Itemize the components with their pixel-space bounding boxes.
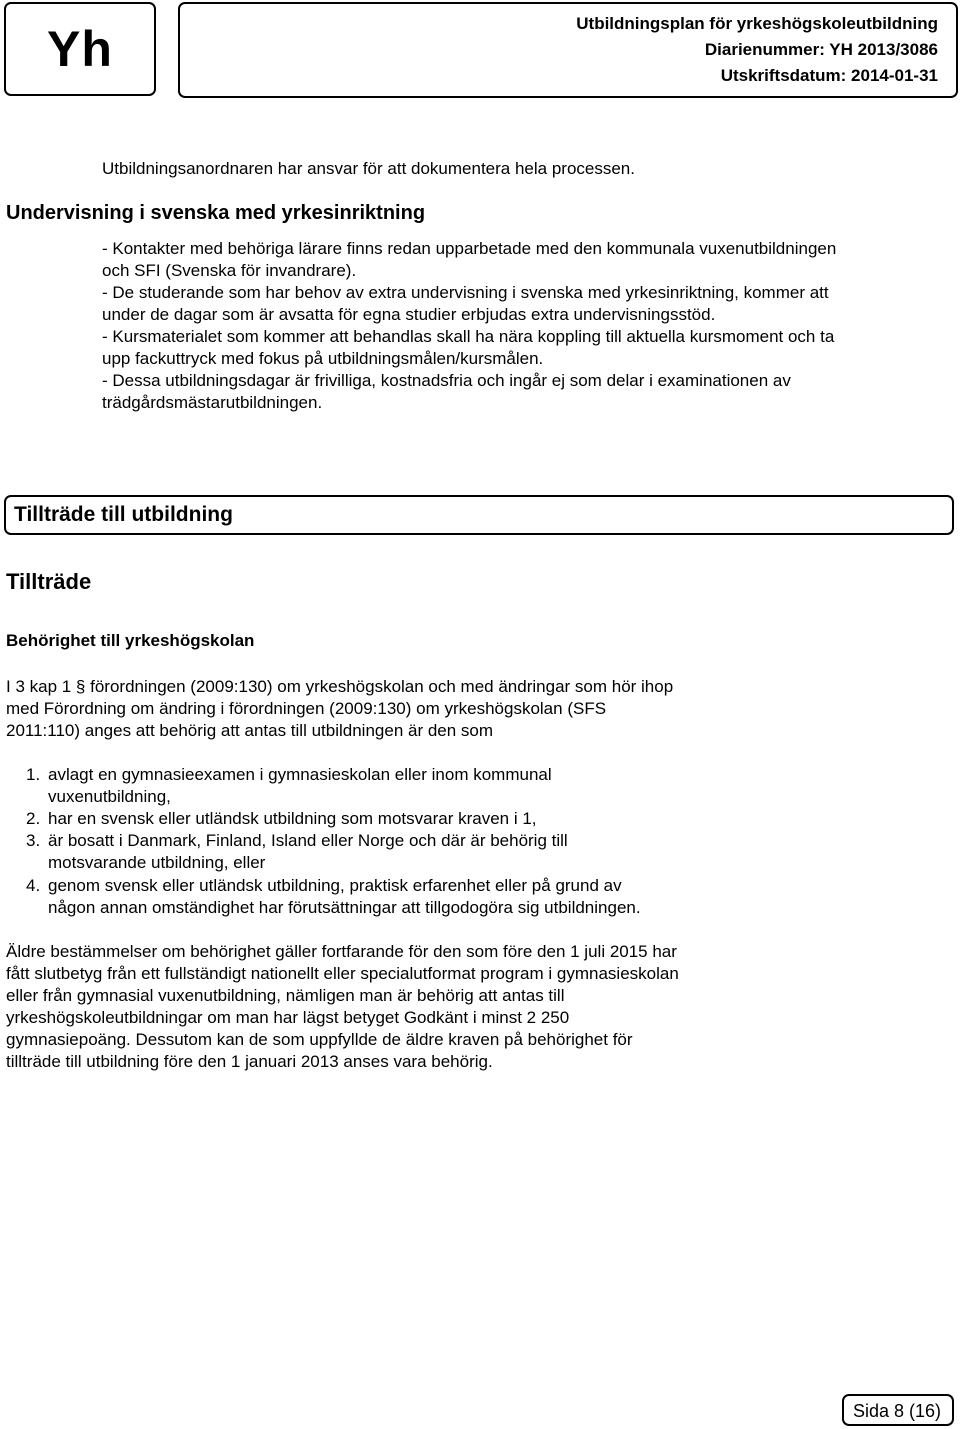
behorighet-heading: Behörighet till yrkeshögskolan <box>6 631 255 650</box>
print-date: Utskriftsdatum: 2014-01-31 <box>720 66 938 85</box>
list-item: 2. har en svensk eller utländsk utbildning som motsvarar kraven i 1, <box>26 809 537 828</box>
paragraph: - Kontakter med behöriga lärare finns redan upparbetade med den kommunala vuxenutbildningen och SFI (Svenska för invandrare). <box>102 239 837 280</box>
document-header <box>178 2 958 98</box>
diary-number: Diarienummer: YH 2013/3086 <box>704 40 938 59</box>
behorighet-intro: I 3 kap 1 § förordningen (2009:130) om yrkeshögskolan och med ändringar som hör ihop med Förordning om ändring i förordningen (2009:130) om yrkeshögskolan (SFS 2011:110) anges att behörig att antas till utbildningen är den som <box>6 677 674 740</box>
paragraph: - Dessa utbildningsdagar är frivilliga, kostnadsfria och ingår ej som delar i examinationen av trädgårdsmästarutbildningen. <box>102 371 791 412</box>
list-item: 1. avlagt en gymnasieexamen i gymnasieskolan eller inom kommunal vuxenutbildning, <box>26 765 552 806</box>
section-title: Tillträde till utbildning <box>14 503 233 526</box>
undervisning-heading: Undervisning i svenska med yrkesinriktning <box>6 202 426 224</box>
yh-logo: Yh <box>4 2 156 96</box>
page-number-box <box>842 1394 954 1426</box>
undervisning-paragraphs <box>102 238 942 414</box>
page-number: Sida 8 (16) <box>853 1401 942 1421</box>
paragraph: - De studerande som har behov av extra undervisning i svenska med yrkesinriktning, kommer att under de dagar som är avsatta för egna studier erbjudas extra undervisningsstöd. <box>102 283 829 324</box>
tilltrade-heading: Tillträde <box>6 569 92 594</box>
document-title: Utbildningsplan för yrkeshögskoleutbildning <box>576 14 938 33</box>
older-rules-paragraph: Äldre bestämmelser om behörighet gäller fortfarande för den som före den 1 juli 2015 har fått slutbetyg från ett fullständigt nationellt eller specialutformat program i gymnasieskolan eller från gymnasial vuxenutbildning, nämligen man är behörig att antas till yrkeshögskoleutbildningar om man har lägst betyget Godkänt i minst 2 250 gymnasiepoäng. Dessutom kan de som uppfyllde de äldre kraven på behörighet för tillträde till utbildning före den 1 januari 2013 anses vara behörig. <box>6 942 679 1071</box>
list-item: 3. är bosatt i Danmark, Finland, Island eller Norge och där är behörig till motsvarande utbildning, eller <box>26 831 568 872</box>
paragraph: - Kursmaterialet som kommer att behandlas skall ha nära koppling till aktuella kursmoment och ta upp fackuttryck med fokus på utbildningsmålen/kursmålen. <box>102 327 835 368</box>
section-title-box <box>4 495 954 535</box>
list-item: 4. genom svensk eller utländsk utbildning, praktisk erfarenhet eller på grund av någon annan omständighet har förutsättningar att tillgodogöra sig utbildningen. <box>26 876 641 917</box>
intro-line: Utbildningsanordnaren har ansvar för att dokumentera hela processen. <box>102 159 635 178</box>
